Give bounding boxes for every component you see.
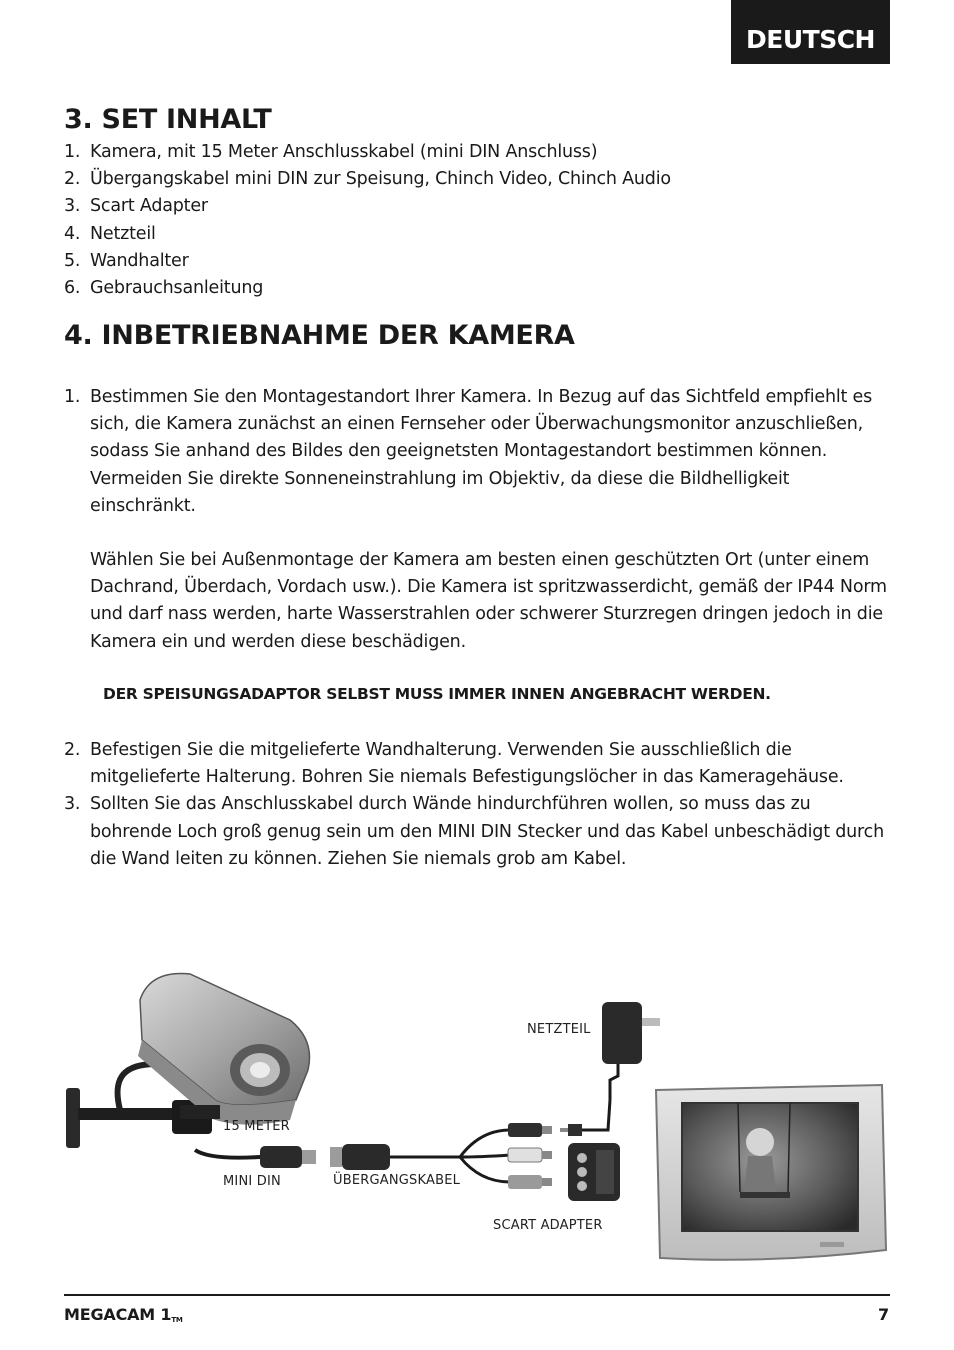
label-scart-adapter: SCART ADAPTER (493, 1218, 603, 1233)
step-1 (64, 384, 894, 520)
label-uebergangskabel: ÜBERGANGSKABEL (333, 1173, 461, 1188)
language-tab: DEUTSCH (731, 0, 890, 64)
warning-text: DER SPEISUNGSADAPTOR SELBST MUSS IMMER INNEN ANGEBRACHT WERDEN. (103, 685, 771, 703)
steps-list (64, 737, 894, 873)
list-item: 2. Übergangskabel mini DIN zur Speisung, Chinch Video, Chinch Audio (64, 169, 671, 190)
section-3-title: 3. SET INHALT (64, 104, 272, 135)
tv-monitor (656, 1085, 886, 1260)
list-item: 3. Sollten Sie das Anschlusskabel durch Wände hindurchführen wollen, so muss das zu bohrende Loch groß genug sein um den MINI DIN Stecker und das Kabel unbeschädigt durch die Wand leiten zu können. Ziehen Sie niemals grob am Kabel. (64, 794, 884, 869)
list-item: 6. Gebrauchsanleitung (64, 278, 264, 299)
label-netzteil: NETZTEIL (527, 1022, 591, 1037)
section-4-title: 4. INBETRIEBNAHME DER KAMERA (64, 320, 575, 351)
camera-cable (195, 1150, 265, 1158)
list-item: 1. Bestimmen Sie den Montagestandort Ihrer Kamera. In Bezug auf das Sichtfeld empfiehlt es sich, die Kamera zunächst an einen Fernseher oder Überwachungsmonitor anzuschließen, sodass Sie anhand des Bildes den geeignetsten Montagestandort bestimmen können. Vermeiden Sie direkte Sonneneinstrahlung im Objektiv, da diese die Bildhelligkeit einschränkt. (64, 387, 873, 516)
footer-divider (64, 1294, 890, 1296)
page-number: 7 (878, 1305, 890, 1324)
connection-illustration (60, 960, 900, 1270)
step-1-paragraph-2: Wählen Sie bei Außenmontage der Kamera am besten einen geschützten Ort (unter einem Dachrand, Überdach, Vordach usw.). Die Kamera ist spritzwasserdicht, gemäß der IP44 Norm und darf nass werden, harte Wasserstrahlen oder schwerer Sturzregen dringen jedoch in die Kamera ein und werden diese beschädigen. (90, 550, 887, 652)
mini-din-plug (260, 1146, 316, 1168)
camera (138, 974, 310, 1125)
scart-adapter (568, 1143, 620, 1201)
list-item: 4. Netzteil (64, 223, 156, 244)
label-mini-din: MINI DIN (223, 1174, 281, 1189)
list-item: 2. Befestigen Sie die mitgelieferte Wandhalterung. Verwenden Sie ausschließlich die mitgelieferte Halterung. Bohren Sie niemals Befestigungslöcher in das Kameragehäuse. (64, 740, 844, 788)
list-item: 1. Kamera, mit 15 Meter Anschlusskabel (mini DIN Anschluss) (64, 142, 598, 162)
footer-brand: MEGACAM 1TM (64, 1305, 183, 1324)
list-item: 5. Wandhalter (64, 250, 189, 271)
label-15-meter: 15 METER (223, 1119, 290, 1134)
set-contents-list (64, 139, 671, 302)
list-item: 3. Scart Adapter (64, 196, 208, 217)
trademark: TM (171, 1316, 183, 1324)
connection-figure (60, 960, 900, 1270)
